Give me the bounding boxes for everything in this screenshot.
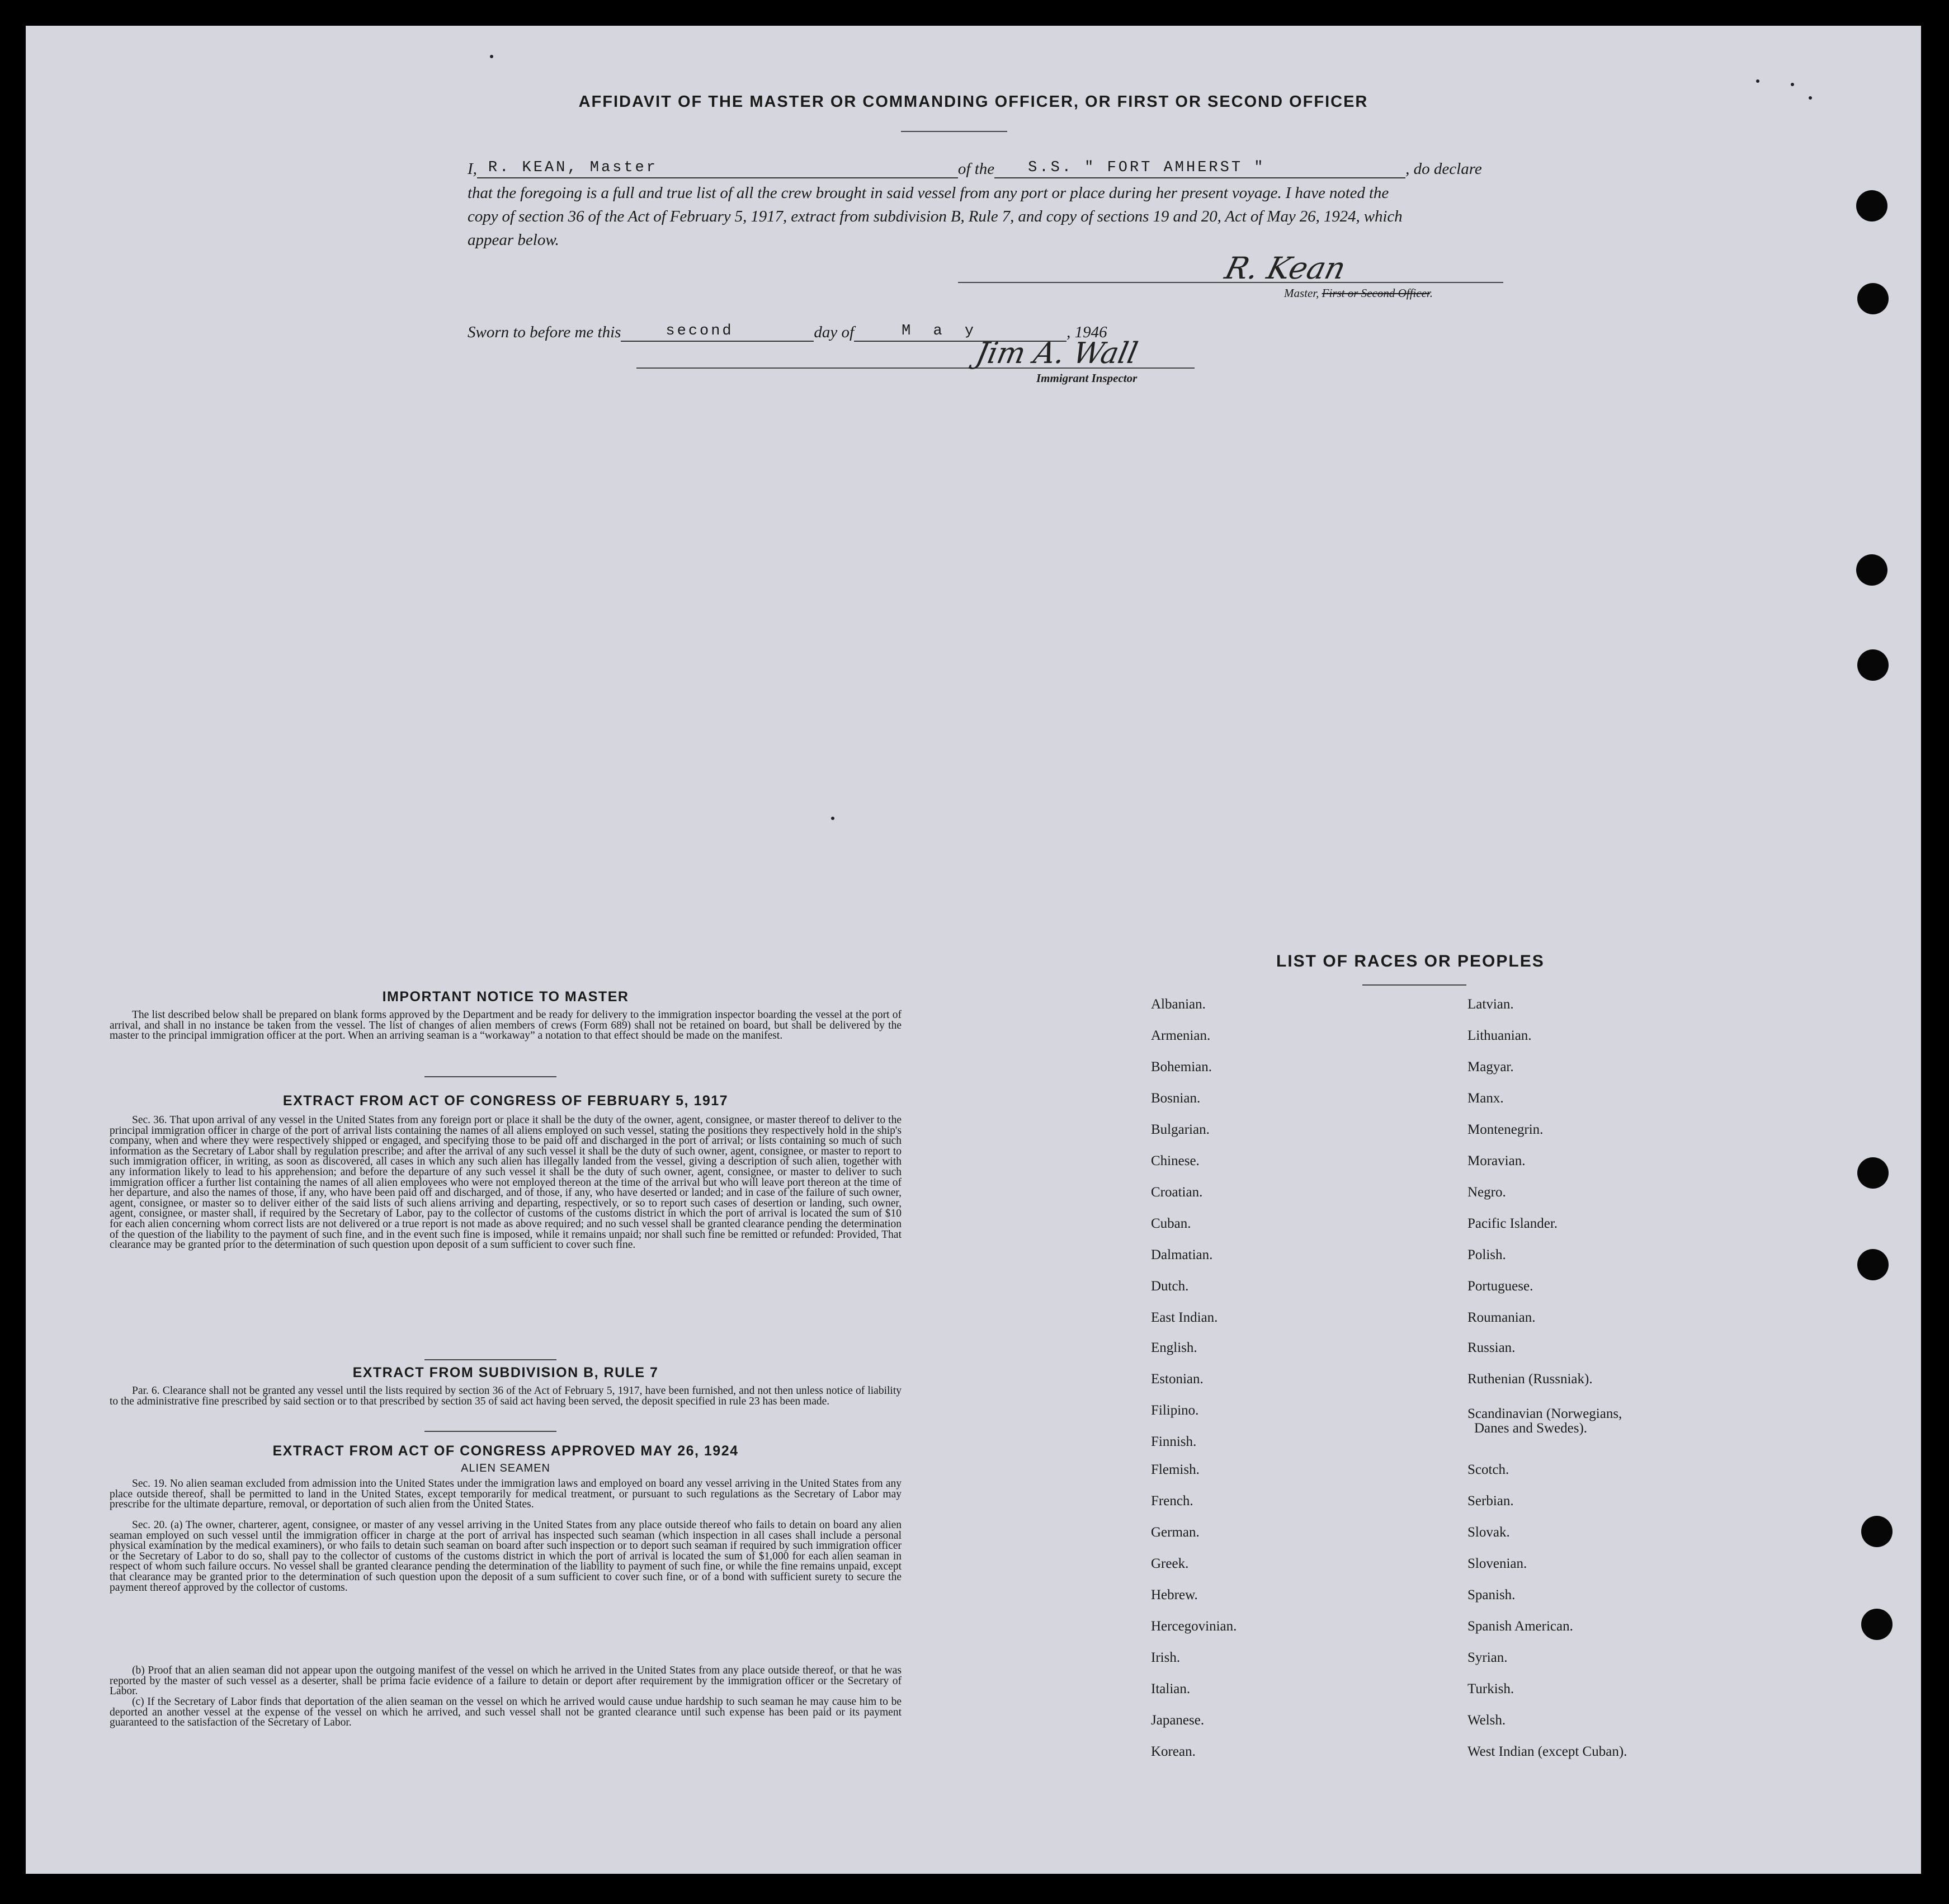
race-item: Scandinavian (Norwegians, <box>1467 1406 1622 1421</box>
act1917-text: Sec. 36. That upon arrival of any vessel in the United States from any foreign port or place it shall be the duty of the owner, agent, consignee, or master thereof to deliver to the principal immigration officer in charge of the port of arrival lists containing the names of all aliens employed on such vessel, stating the positions they respectively hold in the ship's company, when and where they were respectively shipped or engaged, and specifying those to be paid off and discharged in the port of arrival; or lists containing so much of such information as the Secretary of Labor shall by regulation prescribe; and after the arrival of any such vessel it shall be the duty of such owner, agent, consignee, or master to report to such immigration officer, in writing, as soon as discovered, all cases in which any such alien has illegally landed from the vessel, giving a description of such alien, together with any information likely to lead to his apprehension; and before the departure of any such vessel it shall be the duty of such owner, agent, consignee, or master to deliver to such immigration officer a further list containing the names of all alien employees who were not employed thereon at the time of the arrival but who will leave port thereon at the time of her departure, and also the names of those, if any, who have been paid off and discharged, and of those, if any, who have deserted or landed; and in case of the failure of such owner, agent, consignee, or master so to deliver either of the said lists of such aliens arriving and departing, respectively, or so to report such cases of desertion or landing, such owner, agent, consignee, or master shall, if required by the Secretary of Labor, pay to the collector of customs of the customs district in which the port of arrival is located the sum of $10 for each alien concerning whom correct lists are not delivered or a true report is not made as above required; and no such vessel shall be granted clearance pending the determination of the question of the liability to the payment of such fine, and in the event such fine is imposed, while it remains unpaid; nor shall such fine be remitted or refunded: Provided, That clearance may be granted prior to the determination of such question upon deposit of a sum sufficient to cover such fine. <box>110 1114 902 1251</box>
race-item: French. <box>1151 1493 1193 1509</box>
notice-title: IMPORTANT NOTICE TO MASTER <box>382 989 629 1005</box>
document-page <box>26 26 1921 1874</box>
race-item: Spanish. <box>1467 1587 1516 1603</box>
race-item: Russian. <box>1467 1340 1516 1355</box>
races-divider <box>1362 984 1466 986</box>
inspector-caption: Immigrant Inspector <box>1036 371 1138 385</box>
race-item: Ruthenian (Russniak). <box>1467 1372 1593 1387</box>
sworn-year: , 1946 <box>1066 323 1107 341</box>
race-item: Dutch. <box>1151 1279 1189 1294</box>
affidavit-body-1: that the foregoing is a full and true list of all the crew brought in said vessel from any port or place during her present voyage. I have noted the <box>468 184 1389 202</box>
dust-speck <box>831 817 834 820</box>
act1924-subtitle: ALIEN SEAMEN <box>461 1462 550 1474</box>
race-item: German. <box>1151 1525 1200 1540</box>
sworn-month-value: M a y <box>902 323 981 340</box>
notice-divider <box>424 1076 556 1077</box>
race-item: Lithuanian. <box>1467 1028 1532 1043</box>
affidavit-body-3: appear below. <box>468 231 559 249</box>
act1924-title: EXTRACT FROM ACT OF CONGRESS APPROVED MAY 26, 1924 <box>272 1443 739 1459</box>
race-item: Portuguese. <box>1467 1279 1533 1294</box>
binder-hole <box>1857 1249 1889 1280</box>
race-item: Syrian. <box>1467 1650 1508 1665</box>
inspector-signature: Jim A. Wall <box>973 337 1141 370</box>
race-item: Bosnian. <box>1151 1091 1201 1106</box>
race-item: Greek. <box>1151 1556 1189 1571</box>
affidavit-body-2: copy of section 36 of the Act of February 5, 1917, extract from subdivision B, Rule 7, and copy of sections 19 and 20, Act of May 26, 1924, which <box>468 208 1403 225</box>
sworn-prefix: Sworn to before me this <box>468 323 621 341</box>
affidavit-declaration-line <box>468 160 1482 178</box>
race-item: Welsh. <box>1467 1713 1506 1728</box>
act1924-sec20c: (c) If the Secretary of Labor finds that deportation of the alien seaman on the vessel on which he arrived would cause undue hardship to such seaman he may cause him to be deported an another vessel at the expense of the vessel on which he arrived, and such vessel shall not be granted clearance until such expense has been paid or its payment guaranteed to the satisfaction of the Secretary of Labor. <box>110 1696 902 1729</box>
race-item: Bulgarian. <box>1151 1122 1210 1137</box>
rule7-divider <box>424 1431 556 1432</box>
race-item: Danes and Swedes). <box>1474 1421 1588 1436</box>
race-item: Polish. <box>1467 1247 1506 1262</box>
sworn-day-field <box>621 324 814 342</box>
race-item: Croatian. <box>1151 1185 1203 1200</box>
binder-hole <box>1857 283 1889 314</box>
race-item: Bohemian. <box>1151 1059 1212 1074</box>
dust-speck <box>490 55 493 58</box>
race-item: Serbian. <box>1467 1493 1514 1509</box>
race-item: Flemish. <box>1151 1462 1200 1477</box>
rule7-title: EXTRACT FROM SUBDIVISION B, RULE 7 <box>352 1365 659 1380</box>
race-item: Italian. <box>1151 1681 1191 1696</box>
race-item: Slovenian. <box>1467 1556 1527 1571</box>
affidavit-title: AFFIDAVIT OF THE MASTER OR COMMANDING OFFICER, OR FIRST OR SECOND OFFICER <box>578 93 1368 111</box>
race-item: Moravian. <box>1467 1153 1526 1168</box>
act1917-title: EXTRACT FROM ACT OF CONGRESS OF FEBRUARY 5, 1917 <box>282 1093 729 1109</box>
act1924-sec20a: Sec. 20. (a) The owner, charterer, agent, consignee, or master of any vessel arriving in the United States from any place outside thereof who fails to detain on board any alien seaman employed on such vessel until the immigration officer in charge at the port of arrival has inspected such seaman (which inspection in all cases shall include a personal physical examination by the medical examiners), or who fails to detain such seaman on board after such inspection or to deport such seaman if required by such immigration officer or the Secretary of Labor to do so, shall pay to the collector of customs of the customs district in which the port of arrival is located the sum of $1,000 for each alien seaman in respect of whom such failure occurs. No vessel shall be granted clearance pending the determination of the liability to payment of such fine, or while the fine remains unpaid, except that clearance may be granted prior to the determination of such question upon the deposit of a sum sufficient to cover such fine, or of a bond with sufficient surety to secure the payment thereof approved by the collector of customs. <box>110 1519 902 1594</box>
race-item: Japanese. <box>1151 1713 1205 1728</box>
notice-text: The list described below shall be prepared on blank forms approved by the Department and be ready for delivery to the immigration inspector boarding the vessel at the port of arrival, and shall in no instance be taken from the vessel. The list of changes of alien members of crews (Form 689) shall not be retained on board, but shall be delivered by the master to the principal immigration officer at the port. When an arriving seaman is a “workaway” a notation to that effect should be made on the manifest. <box>110 1009 902 1042</box>
race-item: Hebrew. <box>1151 1587 1198 1603</box>
race-item: Estonian. <box>1151 1372 1204 1387</box>
of-the-label: of the <box>957 160 995 178</box>
race-item: Chinese. <box>1151 1153 1200 1168</box>
race-item: Pacific Islander. <box>1467 1216 1558 1231</box>
vessel-name-field <box>994 161 1405 178</box>
binder-hole <box>1856 190 1887 221</box>
day-of-label: day of <box>814 323 855 341</box>
sworn-day-value: second <box>666 323 734 340</box>
race-item: Irish. <box>1151 1650 1181 1665</box>
binder-hole <box>1861 1516 1893 1547</box>
race-item: Spanish American. <box>1467 1619 1573 1634</box>
race-item: Dalmatian. <box>1151 1247 1213 1262</box>
affidavit-prefix: I, <box>468 160 477 178</box>
master-caption-struck: First or Second Officer <box>1322 286 1430 300</box>
master-caption-b: . <box>1429 286 1433 300</box>
race-item: Armenian. <box>1151 1028 1211 1043</box>
race-item: Finnish. <box>1151 1434 1197 1449</box>
binder-hole <box>1861 1609 1893 1640</box>
race-item: Filipino. <box>1151 1403 1199 1418</box>
race-item: East Indian. <box>1151 1310 1218 1325</box>
race-item: West Indian (except Cuban). <box>1467 1744 1627 1759</box>
race-item: Slovak. <box>1467 1525 1510 1540</box>
binder-hole <box>1856 554 1887 586</box>
act1924-sec19: Sec. 19. No alien seaman excluded from admission into the United States under the immigration laws and employed on board any vessel arriving in the United States from any place outside thereof, shall be permitted to land in the United States, except temporarily for medical treatment, or pursuant to such regulations as the Secretary of Labor may prescribe for the ultimate departure, removal, or deportation of such alien from the United States. <box>110 1478 902 1511</box>
race-item: Latvian. <box>1467 997 1514 1012</box>
race-item: Magyar. <box>1467 1059 1514 1074</box>
dust-speck <box>1791 83 1794 86</box>
race-item: Scotch. <box>1467 1462 1509 1477</box>
master-name-field <box>477 161 958 178</box>
act1924-sec20b: (b) Proof that an alien seaman did not appear upon the outgoing manifest of the vessel on which he arrived in the United States from any place outside thereof, or that he was reported by the master of such vessel as a deserter, shall be prima facie evidence of a failure to detain or deport after requirement by the immigration officer or the Secretary of Labor. <box>110 1665 902 1698</box>
race-item: Montenegrin. <box>1467 1122 1544 1137</box>
dust-speck <box>1756 79 1759 83</box>
races-title: LIST OF RACES OR PEOPLES <box>1276 952 1545 970</box>
master-signature: R. Kean <box>1221 251 1349 286</box>
binder-hole <box>1857 1157 1889 1189</box>
race-item: Negro. <box>1467 1185 1506 1200</box>
race-item: English. <box>1151 1340 1197 1355</box>
master-caption <box>1284 286 1433 300</box>
rule7-text: Par. 6. Clearance shall not be granted any vessel until the lists required by section 36 of the Act of February 5, 1917, have been furnished, and not then unless notice of liability to the administrative fine prescribed by said section or to that prescribed by section 35 of said act having been served, the deposit specified in rule 23 has been made. <box>110 1385 902 1407</box>
race-item: Cuban. <box>1151 1216 1191 1231</box>
race-item: Turkish. <box>1467 1681 1514 1696</box>
binder-hole <box>1857 649 1889 681</box>
race-item: Roumanian. <box>1467 1310 1536 1325</box>
act1917-divider <box>424 1359 556 1360</box>
vessel-name-value: S.S. " FORT AMHERST " <box>1028 159 1266 176</box>
race-item: Albanian. <box>1151 997 1206 1012</box>
master-caption-a: Master, <box>1284 286 1319 300</box>
master-name-value: R. KEAN, Master <box>488 159 658 176</box>
race-item: Manx. <box>1467 1091 1504 1106</box>
do-declare-label: , do declare <box>1405 160 1482 178</box>
race-item: Korean. <box>1151 1744 1196 1759</box>
title-divider <box>901 131 1007 132</box>
race-item: Hercegovinian. <box>1151 1619 1237 1634</box>
